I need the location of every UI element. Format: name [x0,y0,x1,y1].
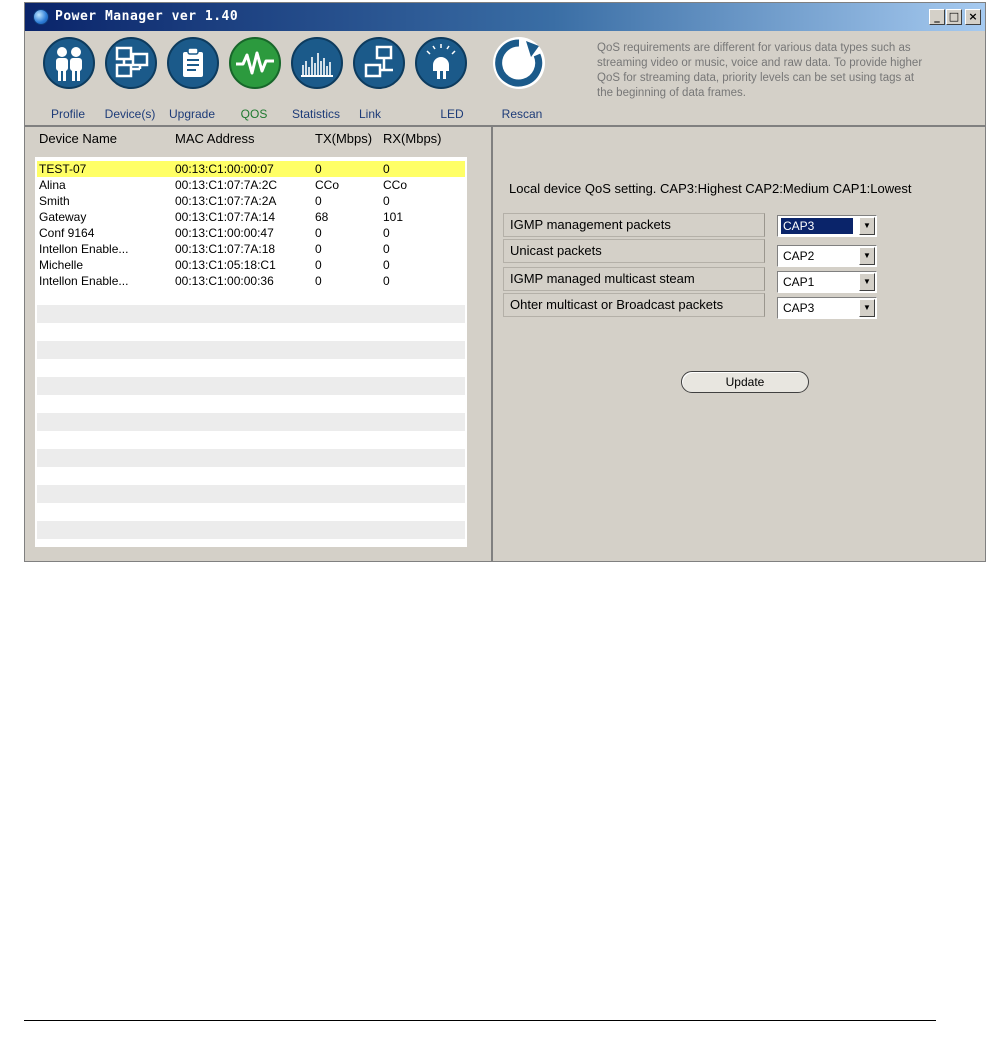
qos-select-igmp-multicast[interactable]: CAP1 ▼ [777,271,877,293]
qos-label-igmp-multicast: IGMP managed multicast steam [503,267,765,291]
table-row[interactable] [37,209,465,225]
tx-cell: CCo [315,178,340,192]
device-list-panel [25,127,493,561]
tx-cell: 0 [315,242,322,256]
tx-cell: 68 [315,210,329,224]
empty-row [37,449,465,467]
qos-caption: Local device QoS setting. CAP3:Highest CAP2:Medium CAP1:Lowest [509,181,912,196]
rx-cell: 0 [383,258,390,272]
devices-icon [105,37,157,89]
globe-icon [33,9,49,25]
chevron-down-icon[interactable]: ▼ [859,217,875,235]
people-icon [43,37,95,89]
upgrade-icon [167,37,219,89]
rx-cell: 0 [383,162,390,176]
table-row[interactable] [37,225,465,241]
statistics-button[interactable]: Statistics [285,35,347,125]
toolbar [25,31,985,127]
qos-label-igmp-management: IGMP management packets [503,213,765,237]
qos-button[interactable]: QOS [223,35,285,125]
device-name-cell: Conf 9164 [39,226,95,240]
mac-address-cell: 00:13:C1:07:7A:2A [175,194,277,208]
title-bar[interactable] [25,3,985,31]
rx-cell: 0 [383,226,390,240]
mac-address-cell: 00:13:C1:00:00:07 [175,162,274,176]
tx-cell: 0 [315,226,322,240]
device-name-cell: Intellon Enable... [39,274,129,288]
chevron-down-icon[interactable]: ▼ [859,299,875,317]
empty-row [37,305,465,323]
window-title: Power Manager ver 1.40 [55,9,239,24]
rx-cell: 101 [383,210,404,224]
table-row[interactable] [37,241,465,257]
close-button[interactable]: × [965,9,981,25]
empty-row [37,485,465,503]
rx-cell: 0 [383,242,390,256]
mac-address-cell: 00:13:C1:07:7A:14 [175,210,276,224]
mac-address-cell: 00:13:C1:00:00:47 [175,226,274,240]
mac-address-cell: 00:13:C1:00:00:36 [175,274,274,288]
maximize-button[interactable]: □ [946,9,962,25]
rescan-icon [493,37,545,89]
empty-row [37,413,465,431]
mac-address-cell: 00:13:C1:07:7A:2C [175,178,278,192]
upgrade-button[interactable]: Upgrade [161,35,223,125]
rx-cell: 0 [383,274,390,288]
device-name-cell: Alina [39,178,66,192]
device-name-cell: Gateway [39,210,87,224]
table-row[interactable] [37,193,465,209]
waveform-icon [229,37,281,89]
column-header-rx[interactable]: RX(Mbps) [383,131,442,146]
column-header-mac-address[interactable]: MAC Address [175,131,255,146]
update-button[interactable]: Update [681,371,809,393]
rx-cell: CCo [383,178,408,192]
qos-label-unicast: Unicast packets [503,239,765,263]
rx-cell: 0 [383,194,390,208]
device-name-cell: Smith [39,194,70,208]
tx-cell: 0 [315,274,322,288]
qos-settings-panel [495,127,985,561]
tx-cell: 0 [315,162,322,176]
table-row[interactable] [37,273,465,289]
qos-label-other-multicast: Ohter multicast or Broadcast packets [503,293,765,317]
empty-row [37,377,465,395]
table-row[interactable] [37,257,465,273]
table-row-selected[interactable] [37,161,465,177]
qos-select-igmp-management[interactable]: CAP3 ▼ [777,215,877,237]
empty-row [37,521,465,539]
power-manager-window [24,2,986,562]
device-name-cell: TEST-07 [39,162,87,176]
table-row[interactable] [37,177,465,193]
qos-description: QoS requirements are different for various data types such as streaming video or music, voice and raw data. To provide higher QoS for streaming data, priority levels can be set using tags at the beginning of data frames. [597,42,923,99]
chevron-down-icon[interactable]: ▼ [859,273,875,291]
minimize-button[interactable]: _ [929,9,945,25]
led-bulb-icon [415,37,467,89]
device-name-cell: Intellon Enable... [39,242,129,256]
led-button[interactable]: LED [409,35,471,125]
network-link-icon [353,37,405,89]
tx-cell: 0 [315,194,322,208]
chevron-down-icon[interactable]: ▼ [859,247,875,265]
device-table-body [35,157,467,547]
qos-select-unicast[interactable]: CAP2 ▼ [777,245,877,267]
mac-address-cell: 00:13:C1:05:18:C1 [175,258,276,272]
profile-button[interactable]: Profile [37,35,99,125]
tx-cell: 0 [315,258,322,272]
column-header-device-name[interactable]: Device Name [39,131,118,146]
mac-address-cell: 00:13:C1:07:7A:18 [175,242,276,256]
rescan-button[interactable]: Rescan [487,35,549,125]
device-name-cell: Michelle [39,258,84,272]
empty-row [37,341,465,359]
statistics-icon [291,37,343,89]
link-button[interactable]: Link [347,35,409,125]
page-divider [24,1020,936,1021]
column-header-tx[interactable]: TX(Mbps) [315,131,373,146]
devices-button[interactable]: Device(s) [99,35,161,125]
qos-select-other-multicast[interactable]: CAP3 ▼ [777,297,877,319]
